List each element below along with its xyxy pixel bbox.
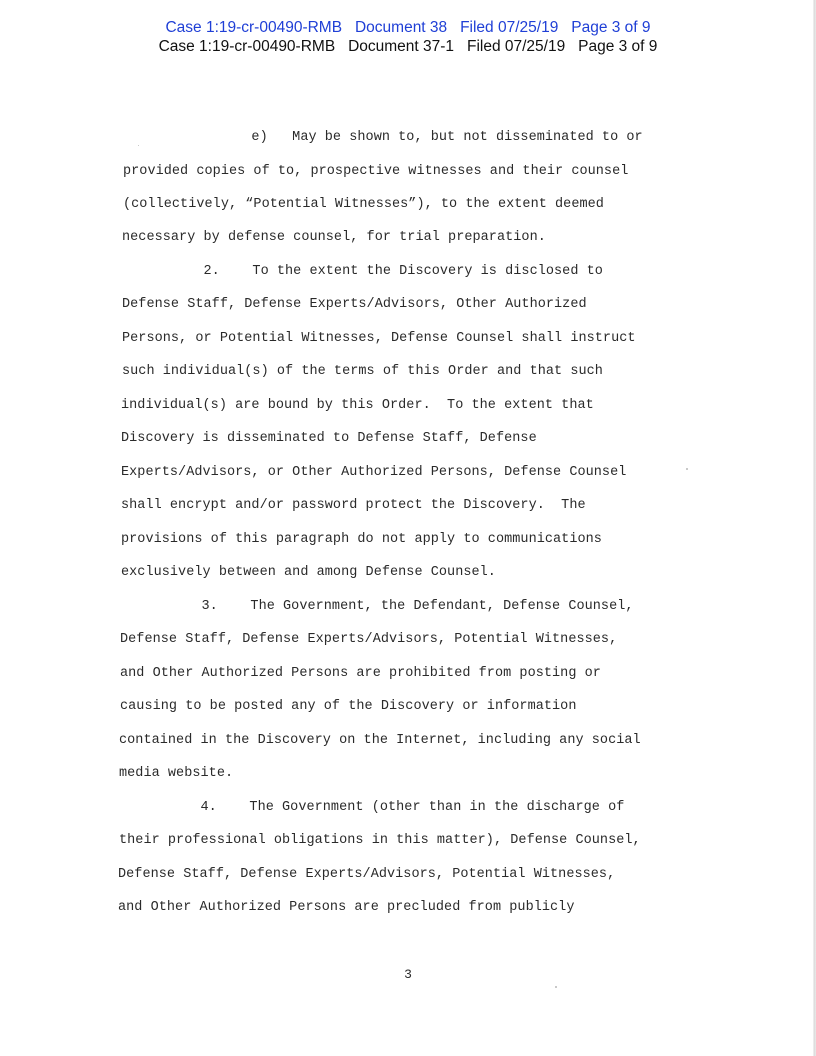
body-line: contained in the Discovery on the Internet, including any social — [119, 733, 641, 748]
paragraph-2-first-line: 2. To the extent the Discovery is disclosed to — [122, 264, 603, 279]
ecf-filed-header-stamp: Case 1:19-cr-00490-RMB Document 38 Filed 07/25/19 Page 3 of 9 — [165, 19, 651, 36]
body-line: media website. — [119, 766, 234, 781]
body-line: and Other Authorized Persons are prohibited from posting or — [120, 666, 601, 681]
body-line: e) May be shown to, but not disseminated to or — [121, 130, 643, 145]
body-line: individual(s) are bound by this Order. To the extent that — [121, 398, 594, 413]
body-line: Experts/Advisors, or Other Authorized Persons, Defense Counsel — [121, 465, 627, 480]
scan-speck — [138, 145, 139, 146]
body-line: Persons, or Potential Witnesses, Defense Counsel shall instruct — [122, 331, 636, 346]
body-line: provided copies of to, prospective witnesses and their counsel — [123, 164, 629, 179]
body-line: shall encrypt and/or password protect the Discovery. The — [121, 498, 586, 513]
body-line: exclusively between and among Defense Counsel. — [121, 565, 496, 580]
page-number: 3 — [404, 967, 412, 982]
paragraph-4-first-line: 4. The Government (other than in the discharge of — [119, 800, 625, 815]
body-line: and Other Authorized Persons are precluded from publicly — [118, 900, 575, 915]
body-line: Defense Staff, Defense Experts/Advisors, Potential Witnesses, — [118, 867, 616, 882]
body-line: Defense Staff, Defense Experts/Advisors, Potential Witnesses, — [120, 632, 618, 647]
body-line: provisions of this paragraph do not apply to communications — [121, 532, 602, 547]
body-line: necessary by defense counsel, for trial preparation. — [122, 230, 546, 245]
scan-speck — [555, 986, 557, 988]
body-line: (collectively, “Potential Witnesses”), to the extent deemed — [123, 197, 604, 212]
body-line: Discovery is disseminated to Defense Staff, Defense — [121, 431, 537, 446]
body-line: Defense Staff, Defense Experts/Advisors, Other Authorized — [122, 297, 587, 312]
body-line: their professional obligations in this matter), Defense Counsel, — [119, 833, 641, 848]
body-line: such individual(s) of the terms of this Order and that such — [122, 364, 603, 379]
scan-speck — [686, 468, 688, 470]
ecf-exhibit-header-stamp: Case 1:19-cr-00490-RMB Document 37-1 Filed 07/25/19 Page 3 of 9 — [158, 38, 658, 55]
paragraph-3-first-line: 3. The Government, the Defendant, Defense Counsel, — [120, 599, 634, 614]
body-line: causing to be posted any of the Discovery or information — [120, 699, 577, 714]
